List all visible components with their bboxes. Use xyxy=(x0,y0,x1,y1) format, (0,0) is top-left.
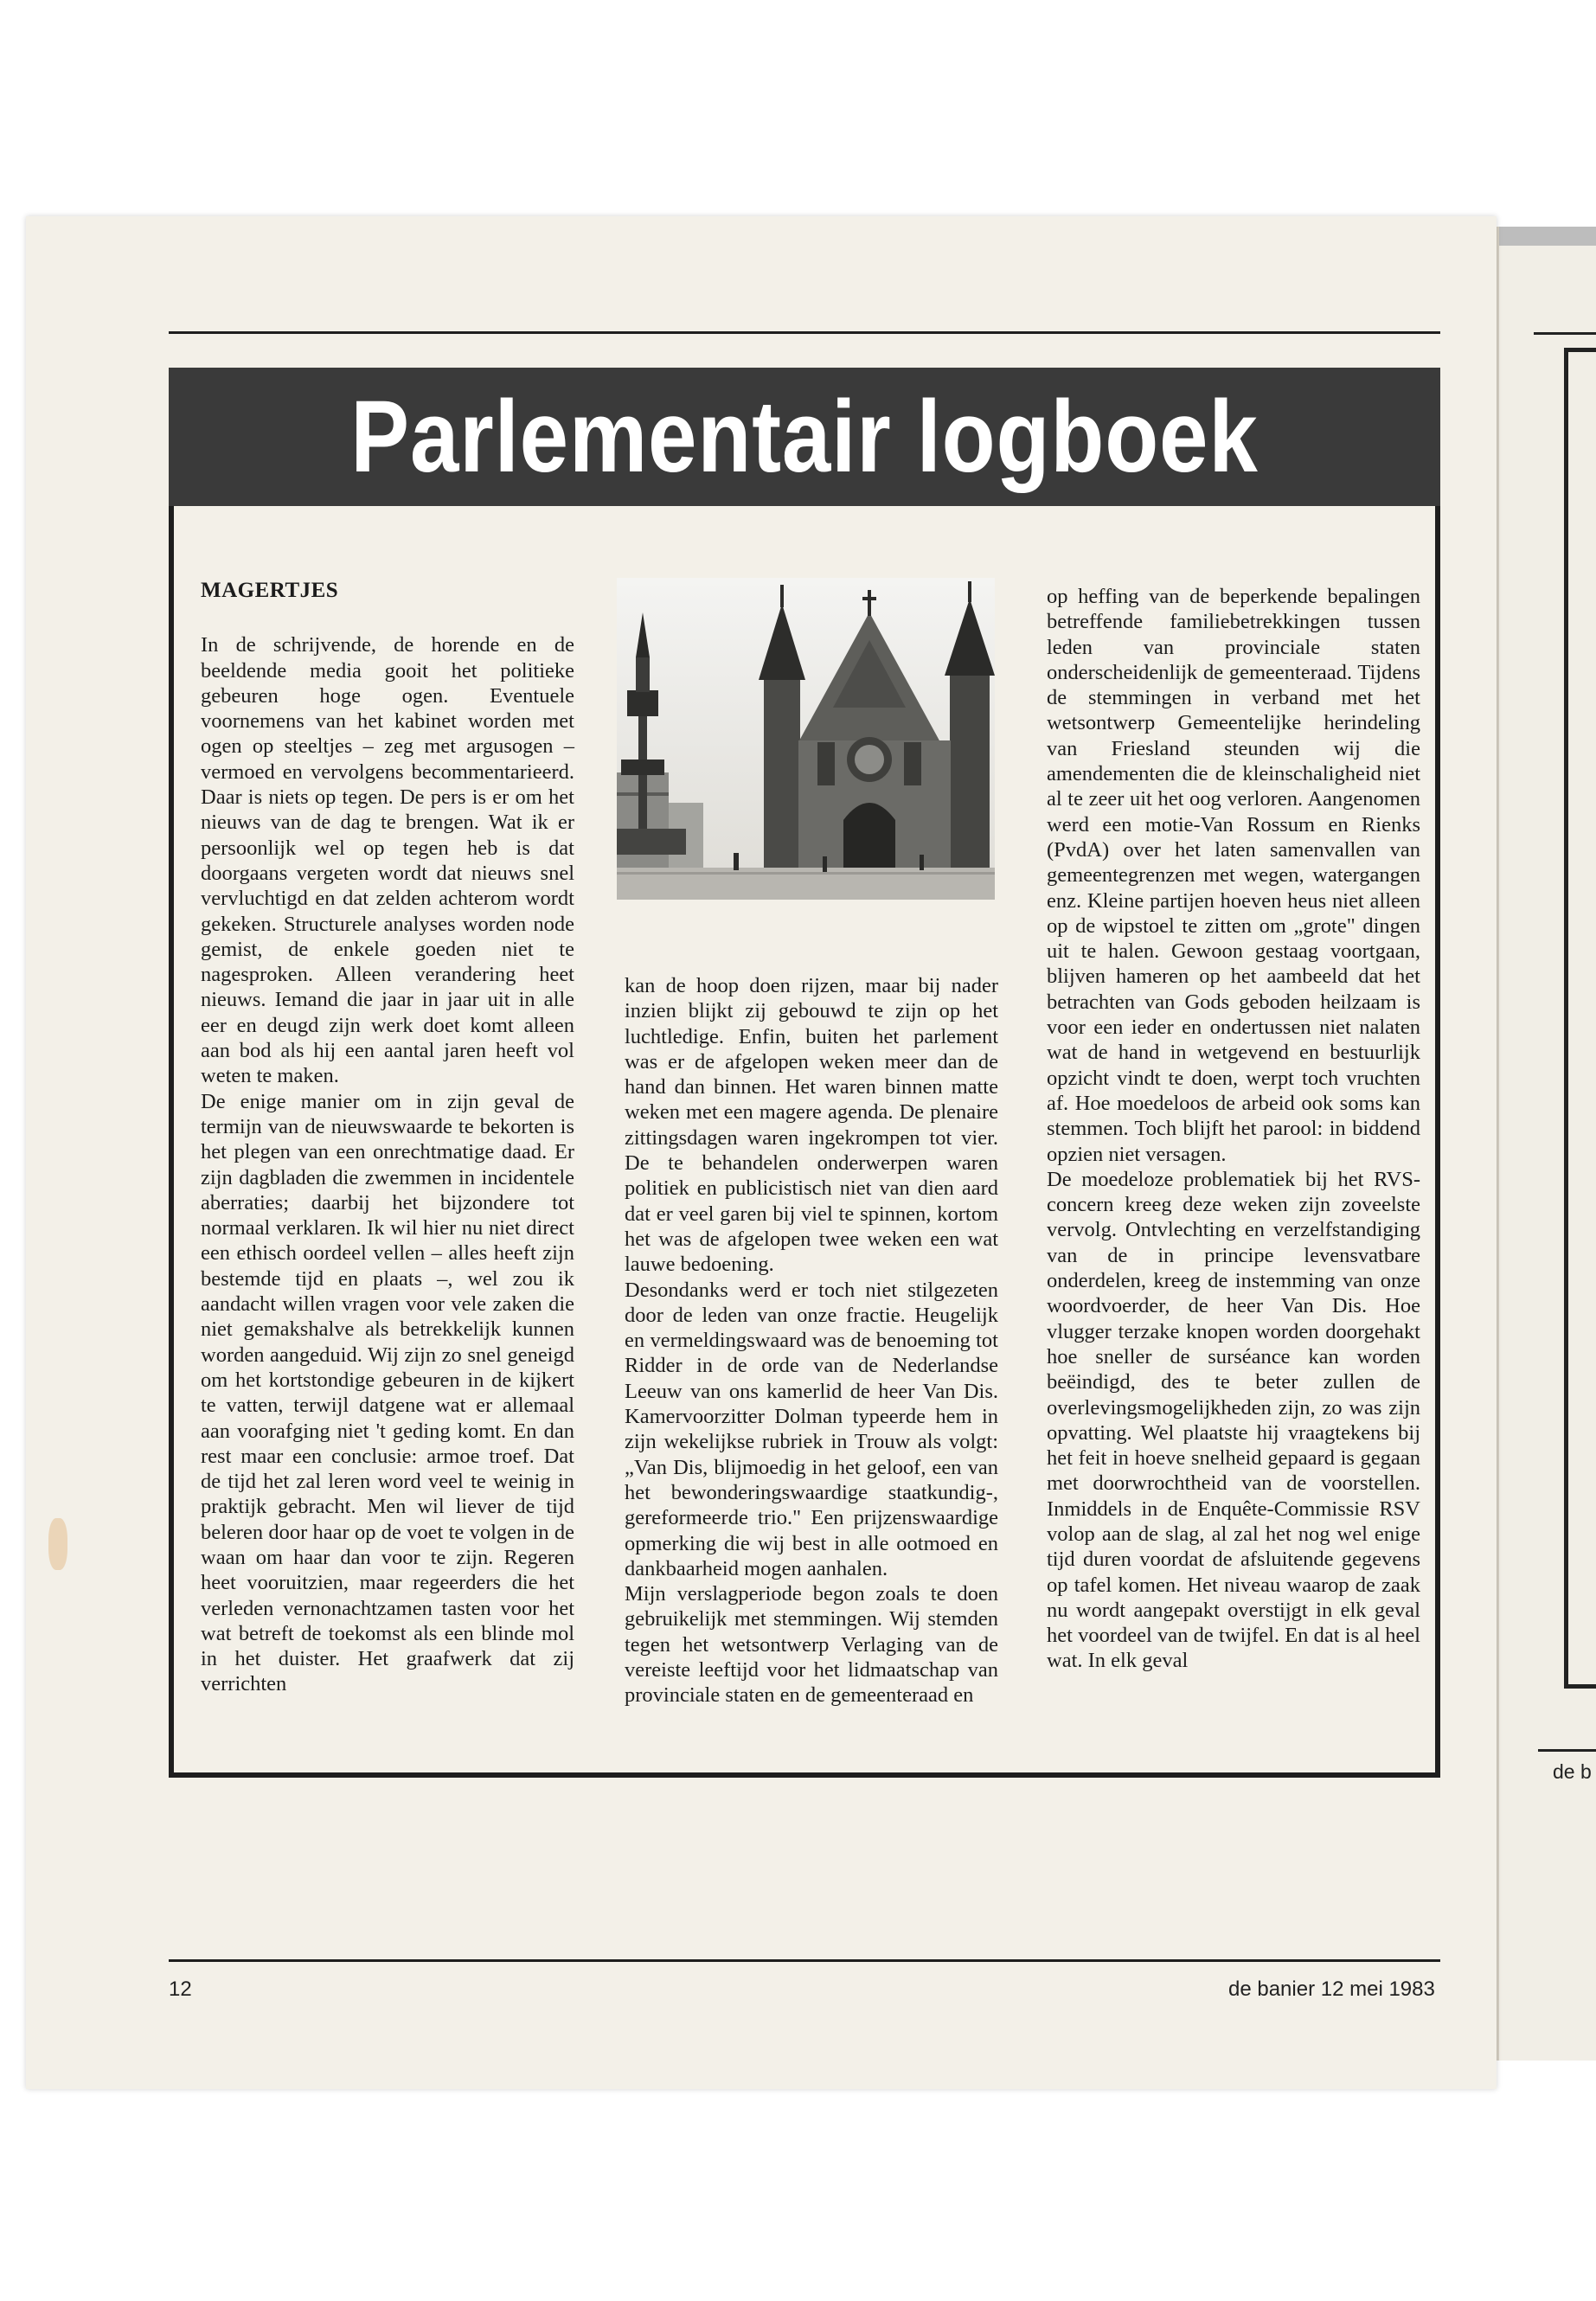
title-banner xyxy=(169,368,1440,506)
binding-strip xyxy=(1499,227,1596,246)
column-1-paragraph-1: In de schrijvende, de horende en de beeldende media gooit het politieke gebeuren hoge ogen. Eventuele voornemens van het kabinet worden met ogen op steeltjes – zeg met argusogen – vermoed en vervolgens becommentarieerd. Daar is niets op tegen. De pers is er om het nieuws van de dag te brengen. Wat ik er persoonlijk wel op tegen heb is dat doorgaans vergeten wordt dat nieuws snel vervluchtigd en dat zelden achterom wordt gekeken. Structurele analyses worden node gemist, de enkele goeden niet te nagesproken. Alleen verandering heet nieuws. Iemand die jaar in jaar uit in alle eer en deugd zijn werk doet komt alleen aan bod als hij een aantal jaren heeft vol weten te maken. xyxy=(201,633,574,1088)
adjacent-top-rule xyxy=(1534,332,1596,335)
adjacent-folio: de b xyxy=(1553,1760,1592,1783)
column-3-paragraph-1: op heffing van de beperkende bepalingen betreffende familiebetrekkingen tussen leden van provinciale staten onderscheidenlijk de gemeenteraad. Tijdens de stemmingen in verband met het wetsontwerp Gemeentelijke herindeling van Friesland steunden wij die amendementen die de kleinschaligheid niet al te zeer uit het oog verloren. Aangenomen werd een motie-Van Rossum en Rienks (PvdA) over het laten samenvallen van gemeentegrenzen met wegen, watergangen enz. Kleine partijen hoeven heus niet alleen op de wipstoel te zitten om „grote" dingen uit te halen. Gewoon gestaag voortgaan, blijven hameren op het aambeeld dat het betrachten van Gods geboden heilzaam is voor een ieder en ondertussen niet nalaten wat de hand in wetgevend en bestuurlijk opzicht vindt te doen, werpt toch vruchten af. Hoe moedeloos de arbeid ook soms kan stemmen. Toch blijft het parool: in biddend opzien niet versagen. xyxy=(1047,585,1420,1166)
column-3-paragraph-2: De moedeloze problematiek bij het RVS-concern kreeg deze weken zijn zoveelste vervolg. Ontvlechting en verzelfstandiging van de in principe levensvatbare onderdelen, kreeg de instemming van onze woordvoerder, de heer Van Dis. Hoe vlugger terzake knopen worden doorgehakt hoe sneller de surséance kan worden beëindigd, des te beter zullen de overlevingsmogelijkheden zijn, zo was zijn opvatting. Wel plaatste hij vraagtekens bij het feit in hoeve snelheid gepaard is gegaan met doorwrochtheid van de voorstellen. Inmiddels in de Enquête-Commissie RSV volop aan de slag, al zal het nog wel enige tijd duren voordat de afsluitende gegevens op tafel komen. Het niveau waarop de zaak nu wordt aangepakt overstijgt in elk geval het voordeel van de twijfel. En dat is al heel wat. In elk geval xyxy=(1047,1167,1420,1673)
article-title: Parlementair logboek xyxy=(350,380,1259,494)
bottom-rule xyxy=(169,1959,1440,1962)
paper-stain xyxy=(48,1518,67,1570)
column-2-paragraph-1: kan de hoop doen rijzen, maar bij nader inzien blijkt zij gebouwd te zijn op het luchtledige. Enfin, buiten het parlement was er de afgelopen weken meer dan de hand dan binnen. Het waren binnen matte weken met een magere agenda. De plenaire zittingsdagen waren ingekrompen tot vier. De te behandelen onderwerpen waren politiek en publicistisch niet van dien aard dat er veel garen bij viel te spinnen, kortom het was de afgelopen twee weken een wat lauwe bedoening. xyxy=(625,974,998,1277)
top-rule xyxy=(169,331,1440,334)
column-2-paragraph-3: Mijn verslagperiode begon zoals te doen gebruikelijk met stemmingen. Wij stemden tegen het wetsontwerp Verlaging van de vereiste leeftijd voor het lidmaatschap van provinciale staten en de gemeenteraad en xyxy=(625,1582,998,1708)
column-1 xyxy=(201,578,574,1697)
column-2-paragraph-2: Desondanks werd er toch niet stilgezeten door de leden van onze fractie. Heugelijk en vermeldingswaard was de benoeming tot Ridder in de orde van de Nederlandse Leeuw van ons kamerlid de heer Van Dis. Kamervoorzitter Dolman typeerde hem in zijn wekelijkse rubriek in Trouw als volgt: „Van Dis, blijmoedig in het geloof, een van het bewonderingswaardige staatkundig-, gereformeerde trio." Een prijzenswaardige opmerking die wij best in alle ootmoed en dankbaarheid mogen aanhalen. xyxy=(625,1278,998,1580)
adjacent-page xyxy=(1497,227,1596,2061)
page-number: 12 xyxy=(169,1977,192,2001)
column-2 xyxy=(625,973,998,1708)
adjacent-frame-edge xyxy=(1564,348,1596,1689)
adjacent-bottom-rule xyxy=(1538,1749,1596,1752)
section-heading: MAGERTJES xyxy=(201,579,339,602)
column-1-paragraph-2: De enige manier om in zijn geval de termijn van de nieuwswaarde te bekorten is het plegen van een onrechtmatige daad. Er zijn dagbladen die zwemmen in incidentele aberraties; daarbij het bijzondere tot normaal verklaren. Ik wil hier nu niet direct een ethisch oordeel vellen – alles heeft zijn bestemde tijd en plaats –, wel zou ik aandacht willen vragen voor vele zaken die niet gemakshalve als betrekkelijk kunnen worden aangeduid. Wij zijn zo snel geneigd om het kortstondige gebeuren in de kijkert te vatten, terwijl datgene wat er allemaal aan voorafging niet 't geding komt. En dan rest maar een conclusie: armoe troef. Dat de tijd het zal leren word veel te weinig in praktijk gebracht. Men wil liever de tijd beleren door haar op de voet te volgen in de waan om haar dan voor te zijn. Regeren heet vooruitzien, maar regeerders die het verleden vernonachtzamen tasten voor het wat betreft de toekomst als een blinde mol in het duister. Het graafwerk dat zij verrichten xyxy=(201,1089,574,1696)
publication-line: de banier 12 mei 1983 xyxy=(1228,1977,1435,2001)
binnenhof-photo xyxy=(617,578,995,900)
column-3 xyxy=(1047,584,1420,1674)
